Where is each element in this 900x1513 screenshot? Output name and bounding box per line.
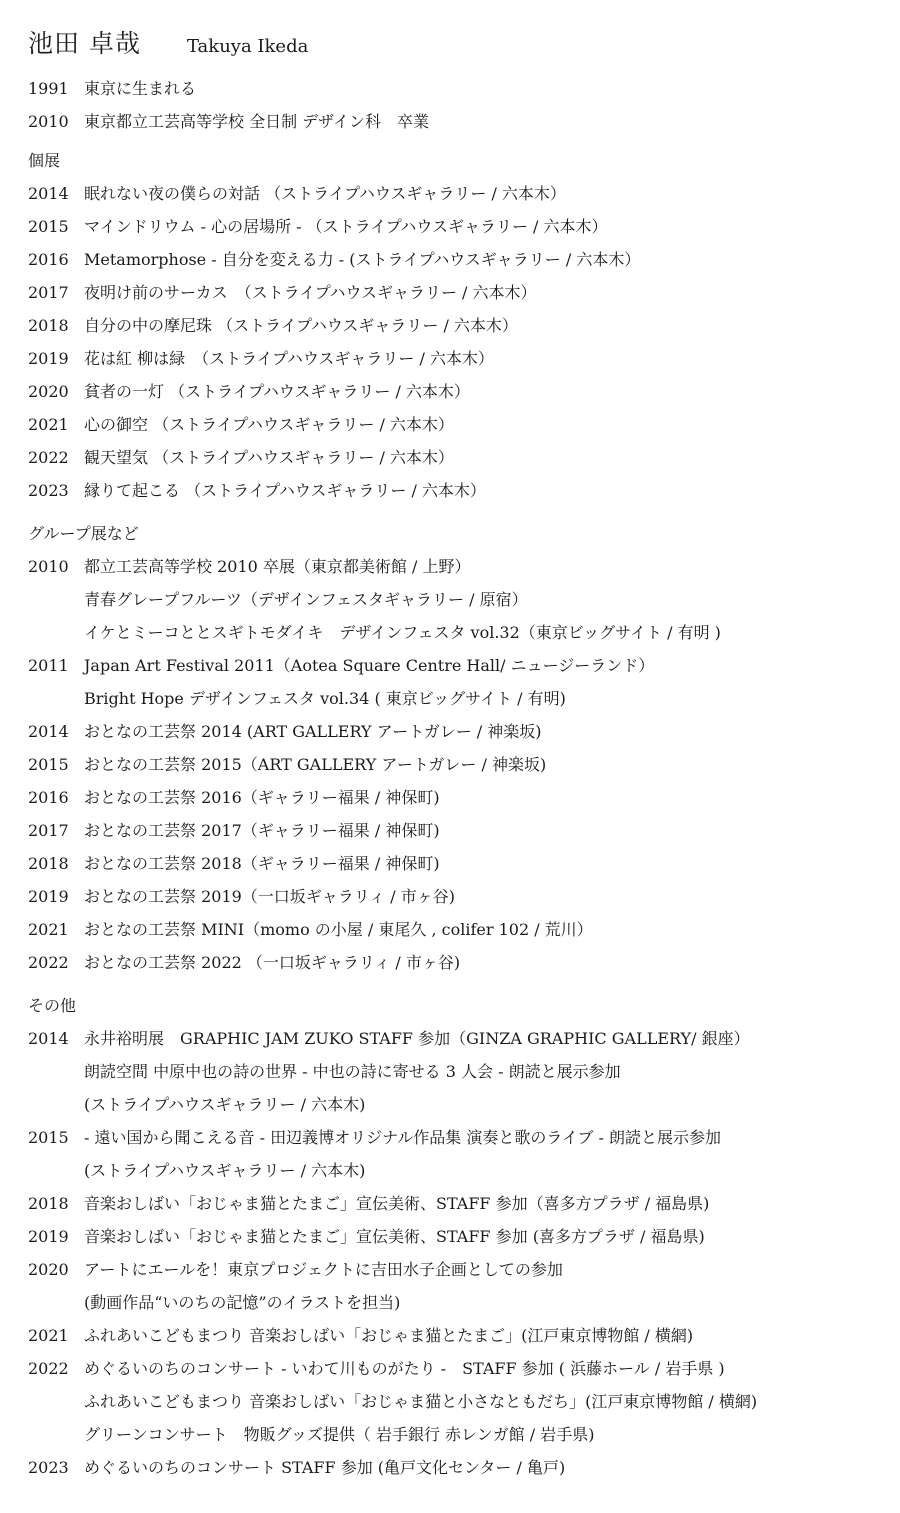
- list-item: [28, 1286, 888, 1319]
- entry-year: 2015: [28, 755, 69, 774]
- entry-text: 観天望気 （ストライプハウスギャラリー / 六本木）: [84, 448, 454, 467]
- entry-year: 2019: [28, 887, 69, 906]
- entry-text: ふれあいこどもまつり 音楽おしばい「おじゃま猫とたまご」(江戸東京博物館 / 横網): [84, 1326, 694, 1345]
- entry-text: 貧者の一灯 （ストライプハウスギャラリー / 六本木）: [84, 382, 470, 401]
- entry-year: 2020: [28, 382, 69, 401]
- list-item: [28, 474, 888, 507]
- entry-text: Metamorphose - 自分を変える力 - (ストライプハウスギャラリー / 六本木）: [84, 250, 641, 269]
- entry-year: 2019: [28, 1227, 69, 1246]
- entry-year: [28, 1154, 84, 1187]
- entry-text: 花は紅 柳は緑 （ストライプハウスギャラリー / 六本木）: [84, 349, 494, 368]
- entry-text: おとなの工芸祭 2017（ギャラリー福果 / 神保町): [84, 821, 440, 840]
- header: [28, 24, 888, 68]
- list-item: [28, 177, 888, 210]
- entry-text: 永井裕明展 GRAPHIC JAM ZUKO STAFF 参加（GINZA GRAPHIC GALLERY/ 銀座）: [84, 1029, 750, 1048]
- entry-text: 縁りて起こる （ストライプハウスギャラリー / 六本木）: [84, 481, 486, 500]
- entry-year: 2022: [28, 448, 69, 467]
- entry-text: アートにエールを！東京プロジェクトに吉田水子企画としての参加: [84, 1260, 563, 1279]
- list-item: [28, 616, 888, 649]
- entry-text: 心の御空 （ストライプハウスギャラリー / 六本木）: [84, 415, 454, 434]
- entry-year: [28, 1088, 84, 1121]
- list-item: [28, 1022, 888, 1055]
- entry-year: 2020: [28, 1260, 69, 1279]
- entry-text: 都立工芸高等学校 2010 卒展（東京都美術館 / 上野）: [84, 557, 471, 576]
- list-item: [28, 682, 888, 715]
- entry-year: 2022: [28, 953, 69, 972]
- entry-year: 2011: [28, 656, 69, 675]
- entry-year: [28, 1418, 84, 1451]
- entry-text: 自分の中の摩尼珠 （ストライプハウスギャラリー / 六本木）: [84, 316, 518, 335]
- entry-text: 東京に生まれる: [84, 79, 197, 98]
- entry-year: [28, 682, 84, 715]
- entry-text: 東京都立工芸高等学校 全日制 デザイン科 卒業: [84, 112, 430, 131]
- entry-year: [28, 583, 84, 616]
- section-title-other: その他: [28, 996, 77, 1015]
- entry-year: 2021: [28, 415, 69, 434]
- list-item: [28, 1319, 888, 1352]
- list-item: [28, 583, 888, 616]
- entry-year: 2021: [28, 1326, 69, 1345]
- entry-year: [28, 1385, 84, 1418]
- list-item: [28, 1121, 888, 1154]
- entry-year: 2014: [28, 722, 69, 741]
- entry-year: 2017: [28, 283, 69, 302]
- entry-text: Bright Hope デザインフェスタ vol.34 ( 東京ビッグサイト / 有明): [84, 689, 566, 708]
- entry-text: 眠れない夜の僕らの対話 （ストライプハウスギャラリー / 六本木）: [84, 184, 566, 203]
- entry-text: 青春グレープフルーツ（デザインフェスタギャラリー / 原宿）: [84, 590, 528, 609]
- other-activities: [28, 1022, 888, 1484]
- entry-year: 2015: [28, 1128, 69, 1147]
- section-title-solo: 個展: [28, 151, 61, 170]
- list-item: [28, 309, 888, 342]
- entry-year: 2016: [28, 250, 69, 269]
- list-item: [28, 847, 888, 880]
- list-item: [28, 1154, 888, 1187]
- entry-text: - 遠い国から聞こえる音 - 田辺義博オリジナル作品集 演奏と歌のライブ - 朗読と展示参加: [84, 1128, 721, 1147]
- entry-year: 2019: [28, 349, 69, 368]
- entry-year: 2022: [28, 1359, 69, 1378]
- entry-text: めぐるいのちのコンサート - いわて川ものがたり - STAFF 参加 ( 浜藤ホール / 岩手県 ): [84, 1359, 725, 1378]
- entry-year: 1991: [28, 79, 69, 98]
- list-item: [28, 1055, 888, 1088]
- list-item: [28, 1451, 888, 1484]
- entry-year: 2017: [28, 821, 69, 840]
- entry-text: おとなの工芸祭 2015（ART GALLERY アートガレー / 神楽坂): [84, 755, 547, 774]
- entry-year: 2016: [28, 788, 69, 807]
- entry-year: 2014: [28, 1029, 69, 1048]
- list-item: [28, 1352, 888, 1385]
- list-item: [28, 1220, 888, 1253]
- entry-text: めぐるいのちのコンサート STAFF 参加 (亀戸文化センター / 亀戸): [84, 1458, 566, 1477]
- entry-year: 2010: [28, 557, 69, 576]
- list-item: [28, 1187, 888, 1220]
- entry-text: ふれあいこどもまつり 音楽おしばい「おじゃま猫と小さなともだち」(江戸東京博物館 / 横網): [84, 1392, 758, 1411]
- section-title-group: グループ展など: [28, 524, 139, 543]
- resume-page: [28, 24, 888, 1484]
- list-item: [28, 243, 888, 276]
- entry-year: 2018: [28, 316, 69, 335]
- list-item: [28, 814, 888, 847]
- list-item: [28, 375, 888, 408]
- entry-year: 2018: [28, 1194, 69, 1213]
- list-item: [28, 276, 888, 309]
- list-item: [28, 1385, 888, 1418]
- list-item: [28, 1253, 888, 1286]
- entry-year: [28, 1286, 84, 1319]
- entry-text: Japan Art Festival 2011（Aotea Square Centre Hall/ ニュージーランド）: [84, 656, 655, 675]
- list-item: [28, 715, 888, 748]
- entry-text: おとなの工芸祭 2016（ギャラリー福果 / 神保町): [84, 788, 440, 807]
- list-item: [28, 913, 888, 946]
- entry-text: おとなの工芸祭 2019（一口坂ギャラリィ / 市ヶ谷): [84, 887, 455, 906]
- entry-year: 2015: [28, 217, 69, 236]
- entry-year: 2018: [28, 854, 69, 873]
- list-item: [28, 1088, 888, 1121]
- list-item: [28, 1418, 888, 1451]
- entry-year: 2023: [28, 481, 69, 500]
- entry-text: 音楽おしばい「おじゃま猫とたまご」宣伝美術、STAFF 参加 (喜多方プラザ / 福島県): [84, 1227, 705, 1246]
- entry-text: (ストライプハウスギャラリー / 六本木): [84, 1095, 366, 1114]
- entry-text: 音楽おしばい「おじゃま猫とたまご」宣伝美術、STAFF 参加（喜多方プラザ / 福島県): [84, 1194, 710, 1213]
- entry-year: 2023: [28, 1458, 69, 1477]
- list-item: [28, 408, 888, 441]
- entry-year: 2021: [28, 920, 69, 939]
- entry-text: (ストライプハウスギャラリー / 六本木): [84, 1161, 366, 1180]
- entry-text: マインドリウム - 心の居場所 - （ストライプハウスギャラリー / 六本木）: [84, 217, 608, 236]
- entry-text: おとなの工芸祭 2022 （一口坂ギャラリィ / 市ヶ谷): [84, 953, 461, 972]
- name-japanese: 池田 卓哉: [28, 29, 141, 58]
- list-item: [28, 550, 888, 583]
- entry-text: 夜明け前のサーカス （ストライプハウスギャラリー / 六本木）: [84, 283, 537, 302]
- entry-text: おとなの工芸祭 MINI（momo の小屋 / 東尾久 , colifer 102 / 荒川）: [84, 920, 593, 939]
- list-item: [28, 72, 888, 105]
- entry-year: [28, 1055, 84, 1088]
- biography: [28, 72, 888, 138]
- entry-year: 2014: [28, 184, 69, 203]
- entry-text: おとなの工芸祭 2014 (ART GALLERY アートガレー / 神楽坂): [84, 722, 542, 741]
- list-item: [28, 210, 888, 243]
- entry-text: おとなの工芸祭 2018（ギャラリー福果 / 神保町): [84, 854, 440, 873]
- list-item: [28, 946, 888, 979]
- entry-year: [28, 616, 84, 649]
- entry-year: 2010: [28, 112, 69, 131]
- list-item: [28, 342, 888, 375]
- list-item: [28, 105, 888, 138]
- entry-text: (動画作品“いのちの記憶”のイラストを担当): [84, 1293, 401, 1312]
- name-english: Takuya Ikeda: [186, 36, 309, 57]
- solo-exhibitions: [28, 177, 888, 507]
- entry-text: 朗読空間 中原中也の詩の世界 - 中也の詩に寄せる 3 人会 - 朗読と展示参加: [84, 1062, 621, 1081]
- entry-text: グリーンコンサート 物販グッズ提供（ 岩手銀行 赤レンガ館 / 岩手県): [84, 1425, 595, 1444]
- list-item: [28, 880, 888, 913]
- list-item: [28, 781, 888, 814]
- entry-text: イケとミーコととスギトモダイキ デザインフェスタ vol.32（東京ビッグサイト / 有明 ): [84, 623, 721, 642]
- list-item: [28, 441, 888, 474]
- group-exhibitions: [28, 550, 888, 979]
- list-item: [28, 748, 888, 781]
- list-item: [28, 649, 888, 682]
